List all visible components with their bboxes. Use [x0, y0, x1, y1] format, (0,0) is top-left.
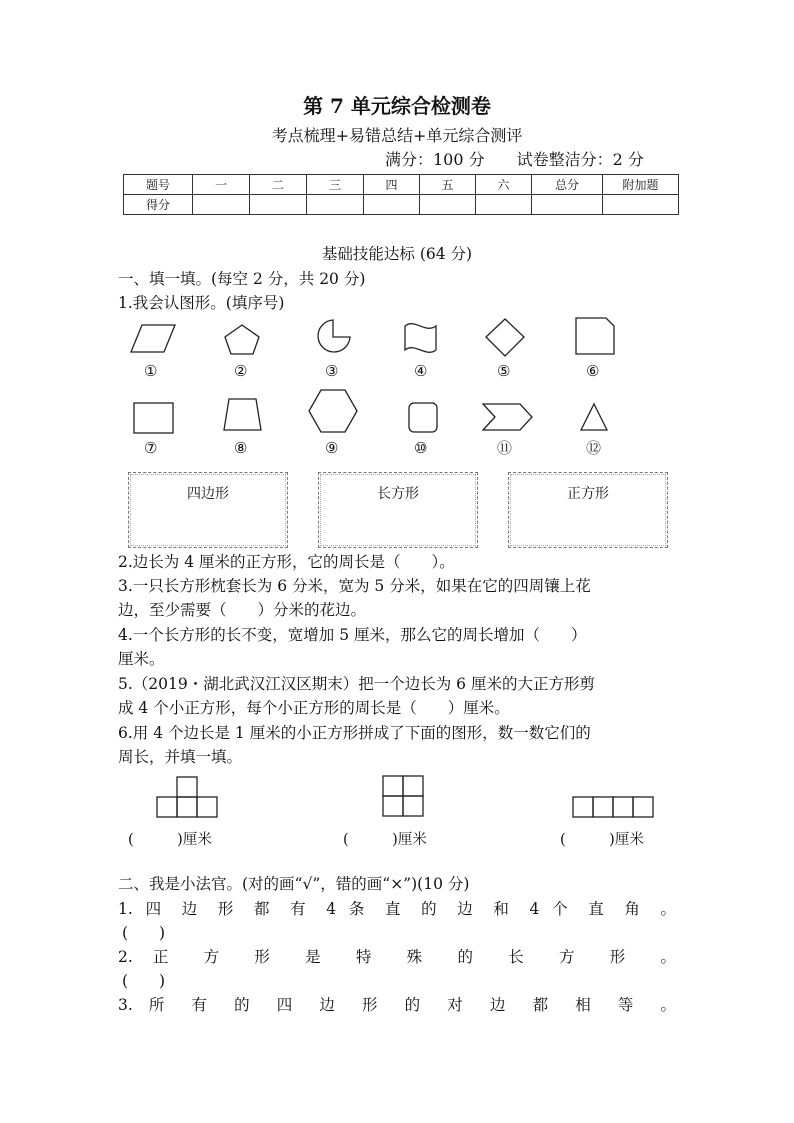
figure-square-shape — [383, 776, 423, 816]
shape-label: ⑫ — [586, 439, 602, 457]
question-4-cont: 厘米。 — [118, 650, 165, 668]
answer-blank[interactable]: ( )厘米 — [560, 832, 644, 848]
hexagon-shape — [309, 390, 357, 432]
question-4: 4.一个长方形的长不变，宽增加 5 厘米，那么它的周长增加（ ） — [118, 626, 587, 644]
table-header: 附加题 — [603, 175, 679, 195]
diamond-shape — [486, 319, 524, 356]
shape-label: ⑩ — [414, 439, 428, 457]
figure-line-shape — [573, 797, 653, 817]
part2-heading: 二、我是小法官。(对的画“√”，错的画“×”)(10 分) — [118, 875, 470, 893]
chevron-shape — [483, 404, 532, 430]
circle-sector-shape — [318, 320, 350, 352]
shape-label: ⑤ — [497, 362, 511, 380]
shape-label: ⑥ — [586, 362, 600, 380]
shape-label: ① — [144, 362, 158, 380]
table-header: 四 — [364, 175, 420, 195]
question-6: 6.用 4 个边长是 1 厘米的小正方形拼成了下面的图形，数一数它们的 — [118, 724, 591, 742]
table-header: 六 — [476, 175, 532, 195]
answer-blank[interactable]: ( )厘米 — [128, 832, 212, 848]
question-5-cont: 成 4 个小正方形，每个小正方形的周长是（ ）厘米。 — [118, 699, 510, 717]
figure-t-shape — [157, 777, 217, 817]
table-header: 总分 — [532, 175, 603, 195]
rounded-square-shape — [409, 403, 437, 432]
question-6-cont: 周长，并填一填。 — [118, 748, 243, 766]
section-heading: 基础技能达标 (64 分) — [321, 245, 473, 263]
trapezoid-shape — [224, 399, 261, 430]
answer-blank[interactable]: ( ) — [122, 972, 166, 990]
box-label: 四边形 — [187, 486, 229, 502]
wave-shape — [405, 324, 436, 353]
shape-label: ④ — [414, 362, 428, 380]
cut-corner-square-shape — [576, 318, 614, 354]
judge-item: 3. 所 有 的 四 边 形 的 对 边 都 相 等 。 — [118, 996, 676, 1014]
table-header: 一 — [193, 175, 250, 195]
judge-item: 2. 正 方 形 是 特 殊 的 长 方 形 。 — [118, 948, 676, 966]
shape-label: ⑪ — [497, 439, 513, 457]
table-header: 二 — [250, 175, 307, 195]
part1-heading: 一、填一填。(每空 2 分，共 20 分) — [118, 270, 366, 288]
answer-box-quadrilateral[interactable] — [128, 472, 288, 548]
question-5: 5.（2019・湖北武汉江汉区期末）把一个边长为 6 厘米的大正方形剪 — [118, 675, 595, 693]
answer-blank[interactable]: ( ) — [122, 924, 166, 942]
shape-label: ⑧ — [234, 439, 248, 457]
shape-label: ⑨ — [325, 439, 339, 457]
question-1: 1.我会认图形。(填序号) — [118, 294, 285, 312]
table-header: 五 — [420, 175, 476, 195]
rectangle-shape — [134, 403, 173, 433]
box-label: 正方形 — [567, 486, 609, 502]
shape-label: ② — [234, 362, 248, 380]
parallelogram-shape — [131, 325, 175, 352]
box-label: 长方形 — [377, 486, 419, 502]
table-header: 三 — [307, 175, 364, 195]
question-2: 2.边长为 4 厘米的正方形，它的周长是（ ）。 — [118, 553, 455, 571]
answer-box-square[interactable] — [508, 472, 668, 548]
page-title: 第 7 单元综合检测卷 — [303, 94, 491, 118]
triangle-shape — [581, 404, 607, 430]
table-row-label: 得分 — [124, 195, 193, 215]
score-info: 满分：100 分 试卷整洁分：2 分 — [385, 150, 644, 169]
table-header: 题号 — [124, 175, 193, 195]
judge-item: 1. 四 边 形 都 有 4 条 直 的 边 和 4 个 直 角 。 — [118, 900, 676, 918]
question-3-cont: 边，至少需要（ ）分米的花边。 — [118, 601, 367, 619]
shape-label: ③ — [325, 362, 339, 380]
pentagon-shape — [225, 325, 259, 354]
question-3: 3.一只长方形枕套长为 6 分米，宽为 5 分米，如果在它的四周镶上花 — [118, 577, 591, 595]
answer-box-rectangle[interactable] — [318, 472, 478, 548]
page-subtitle: 考点梳理+易错总结+单元综合测评 — [271, 126, 523, 145]
shape-label: ⑦ — [144, 439, 158, 457]
answer-blank[interactable]: ( )厘米 — [343, 832, 427, 848]
